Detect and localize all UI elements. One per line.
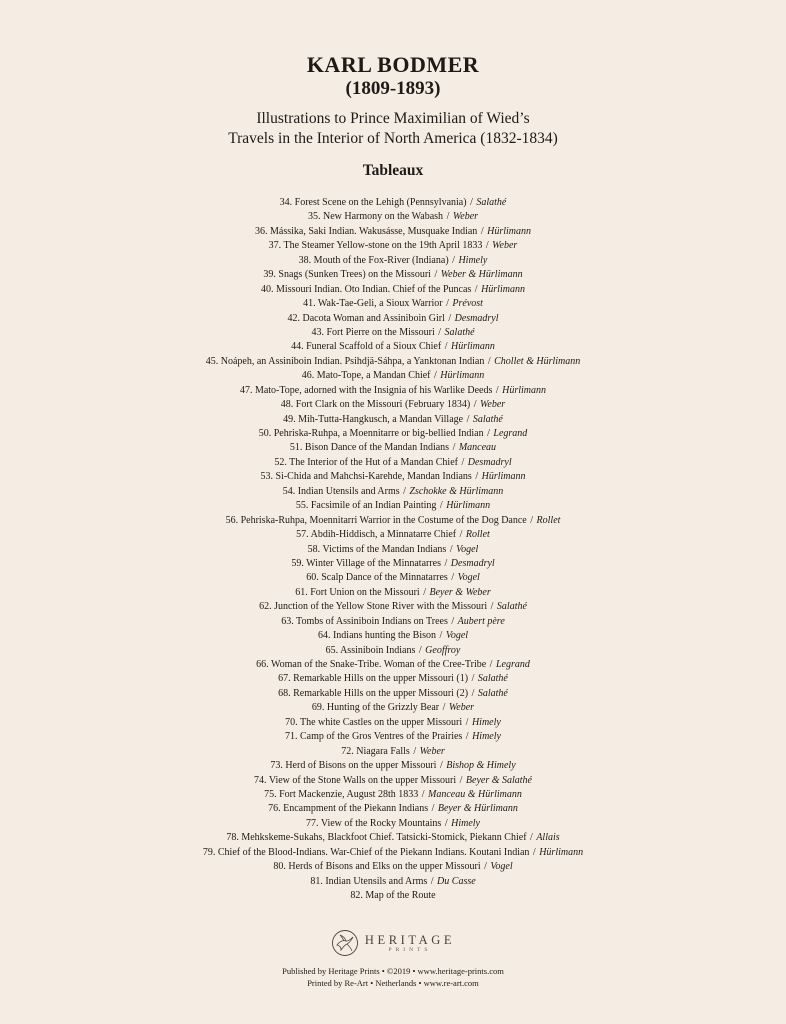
plate-separator: / (442, 557, 450, 569)
plate-separator: / (467, 197, 476, 208)
plate-title: 50. Pehriska-Ruhpa, a Moennitarre or big-bellied Indian (258, 428, 484, 439)
plate-engraver: Himely (471, 716, 501, 728)
plate-item (0, 528, 786, 542)
plate-title: 47. Mato-Tope, adorned with the Insignia of his Warlike Deeds (239, 384, 493, 396)
plate-title: 76. Encampment of the Piekann Indians (268, 803, 429, 815)
plate-title: 42. Dacota Woman and Assiniboin Girl (287, 312, 445, 324)
plate-title: 55. Facsimile of an Indian Painting (295, 500, 437, 512)
plate-separator: / (481, 861, 490, 873)
artist-dates: (1809-1893) (345, 78, 441, 99)
plate-engraver: Vogel (456, 543, 479, 555)
plate-engraver: Allais (536, 832, 560, 844)
plate-engraver: Vogel (457, 572, 480, 584)
plate-engraver: Desmadryl (450, 557, 495, 569)
plate-item (0, 687, 786, 701)
plate-title: 52. The Interior of the Hut of a Mandan Chief (274, 456, 458, 468)
imprint-printer: Printed by Re-Art • Netherlands • www.re-art.com (307, 977, 479, 988)
plate-engraver: Salathé (496, 601, 527, 613)
plate-engraver: Hürlimann (502, 384, 547, 396)
plate-title: 66. Woman of the Snake-Tribe. Woman of the Cree-Tribe (256, 659, 487, 670)
plate-item (0, 615, 786, 629)
plate-title: 74. View of the Stone Walls on the upper Missouri (254, 774, 457, 786)
plate-title: 79. Chief of the Blood-Indians. War-Chief of the Piekann Indians. Koutani Indian (202, 846, 530, 858)
plate-engraver: Manceau (458, 442, 497, 454)
plate-title: 35. New Harmony on the Wabash (307, 211, 444, 223)
plate-engraver: Chollet & Hürlimann (494, 355, 581, 367)
plate-item (0, 716, 786, 730)
plate-title: 45. Noápeh, an Assiniboin Indian. Psihdjä-Sáhpa, a Yanktonan Indian (205, 355, 485, 367)
artist-name: KARL BODMER (306, 52, 480, 77)
plate-item (0, 369, 786, 383)
plate-separator: / (428, 875, 437, 887)
section-heading: Tableaux (362, 162, 424, 179)
plate-engraver: Hürlimann (446, 500, 491, 512)
plate-item (0, 730, 786, 744)
plate-engraver: Himely (472, 731, 501, 743)
plate-separator: / (448, 615, 457, 627)
plate-title: 51. Bison Dance of the Mandan Indians (289, 442, 450, 454)
plate-engraver: Hürlimann (487, 225, 531, 237)
plate-item (0, 384, 786, 398)
plate-item (0, 268, 786, 282)
plate-title: 49. Mih-Tutta-Hangkusch, a Mandan Village (283, 413, 464, 425)
plate-engraver: Desmadryl (454, 312, 499, 324)
logo-subtitle: PRINTS (388, 947, 432, 953)
plate-title: 75. Fort Mackenzie, August 28th 1833 (264, 788, 419, 800)
plate-title: 58. Victims of the Mandan Indians (307, 543, 447, 555)
plate-separator: / (400, 485, 409, 497)
plate-separator: / (530, 846, 539, 858)
plate-title: 43. Fort Pierre on the Missouri (311, 326, 435, 338)
plate-separator: / (419, 788, 428, 800)
plate-item (0, 413, 786, 427)
plate-title: 53. Si-Chida and Mahchsi-Karehde, Mandan Indians (260, 471, 472, 483)
plate-separator: / (527, 514, 536, 526)
plate-item (0, 831, 786, 845)
plate-title: 82. Map of the Route (350, 890, 436, 901)
plate-separator: / (447, 543, 456, 555)
plate-item (0, 297, 786, 311)
plate-engraver: Weber (448, 702, 475, 714)
plate-title: 67. Remarkable Hills on the upper Missouri (1) (278, 673, 469, 685)
imprint (0, 966, 786, 989)
plate-engraver: Weber (419, 745, 445, 757)
plate-separator: / (440, 702, 448, 714)
plate-engraver: Hürlimann (450, 341, 495, 353)
plate-title: 80. Herds of Bisons and Elks on the upper Missouri (273, 861, 481, 873)
plate-engraver: Rollet (465, 529, 490, 541)
plate-engraver: Legrand (493, 428, 528, 439)
plate-title: 72. Niagara Falls (341, 745, 410, 757)
plate-separator: / (463, 716, 471, 728)
plate-separator: / (437, 760, 446, 772)
plate-separator: / (472, 471, 481, 483)
plate-item (0, 514, 786, 528)
plate-title: 48. Fort Clark on the Missouri (February 1834) (280, 399, 471, 411)
plate-separator: / (464, 413, 472, 425)
plate-item (0, 889, 786, 903)
plate-item (0, 875, 786, 889)
publisher-logo (0, 926, 786, 960)
plate-title: 81. Indian Utensils and Arms (310, 875, 428, 887)
plate-separator: / (445, 312, 454, 324)
plate-engraver: Beyer & Weber (429, 586, 491, 598)
plate-separator: / (527, 832, 536, 844)
plate-separator: / (463, 731, 472, 743)
plate-engraver: Du Casse (437, 875, 476, 887)
plate-title: 70. The white Castles on the upper Missouri (285, 716, 463, 728)
plate-item (0, 543, 786, 557)
plate-engraver: Salathé (472, 413, 503, 425)
plate-separator: / (469, 687, 477, 699)
plate-item (0, 340, 786, 354)
plate-item (0, 846, 786, 860)
plate-separator: / (420, 586, 429, 598)
plate-item (0, 210, 786, 224)
plate-engraver: Manceau & Hürlimann (428, 788, 522, 800)
plate-item (0, 802, 786, 816)
plate-item (0, 745, 786, 759)
plate-separator: / (437, 630, 445, 642)
plate-separator: / (429, 803, 437, 815)
plate-title: 60. Scalp Dance of the Minnatarres (306, 572, 448, 584)
plate-engraver: Himely (451, 817, 480, 829)
plate-item (0, 672, 786, 686)
plate-engraver: Zschokke & Hürlimann (409, 485, 504, 497)
plate-title: 44. Funeral Scaffold of a Sioux Chief (291, 341, 442, 353)
plate-item (0, 600, 786, 614)
plate-item (0, 759, 786, 773)
plate-engraver: Weber (480, 399, 506, 411)
plate-engraver: Bishop & Himely (446, 760, 516, 772)
plate-item (0, 456, 786, 470)
plate-engraver: Salathé (476, 197, 507, 208)
plate-item (0, 312, 786, 326)
plate-title: 64. Indians hunting the Bison (317, 630, 437, 642)
plate-separator: / (448, 572, 457, 584)
plate-item (0, 571, 786, 585)
plate-title: 38. Mouth of the Fox-River (Indiana) (298, 254, 449, 266)
subtitle (0, 109, 786, 149)
plate-engraver: Hürlimann (481, 471, 526, 483)
plate-engraver: Hürlimann (481, 283, 525, 295)
plate-item (0, 499, 786, 513)
plate-separator: / (484, 428, 493, 439)
plate-title: 54. Indian Utensils and Arms (282, 485, 400, 497)
plate-item (0, 658, 786, 672)
plate-separator: / (471, 399, 480, 411)
plate-engraver: Salathé (444, 326, 475, 338)
plate-item (0, 254, 786, 268)
plate-engraver: Beyer & Hürlimann (437, 803, 518, 815)
plate-title: 39. Snags (Sunken Trees) on the Missouri (263, 269, 431, 281)
plate-engraver: Salathé (477, 673, 508, 685)
plate-item (0, 629, 786, 643)
plate-separator: / (442, 817, 451, 829)
plate-item (0, 774, 786, 788)
plate-item (0, 860, 786, 874)
plate-separator: / (416, 644, 425, 656)
plate-title: 71. Camp of the Gros Ventres of the Prairies (285, 731, 463, 743)
plate-engraver: Vogel (445, 630, 469, 642)
plate-item (0, 355, 786, 369)
plate-separator: / (435, 326, 444, 338)
plate-engraver: Vogel (490, 861, 513, 873)
plate-title: 68. Remarkable Hills on the upper Missouri (2) (278, 687, 469, 699)
plate-separator: / (443, 298, 452, 310)
plate-item (0, 817, 786, 831)
plate-separator: / (483, 240, 492, 252)
plate-separator: / (450, 442, 458, 454)
plate-title: 62. Junction of the Yellow Stone River with the Missouri (259, 601, 488, 613)
plate-separator: / (449, 254, 458, 266)
plate-separator: / (478, 225, 487, 237)
plate-engraver: Geoffroy (425, 644, 461, 656)
plate-item (0, 283, 786, 297)
plate-title: 69. Hunting of the Grizzly Bear (311, 702, 440, 714)
plate-separator: / (457, 529, 465, 541)
plate-title: 77. View of the Rocky Mountains (306, 817, 442, 829)
plate-separator: / (469, 673, 477, 685)
plate-item (0, 427, 786, 441)
plate-separator: / (457, 774, 465, 786)
plate-title: 46. Mato-Tope, a Mandan Chief (301, 370, 431, 382)
plate-separator: / (458, 456, 467, 468)
plate-separator: / (431, 370, 440, 382)
plate-engraver: Salathé (477, 687, 508, 699)
plate-title: 78. Mehkskeme-Sukahs, Blackfoot Chief. Tatsicki-Stomick, Piekann Chief (226, 832, 527, 844)
plate-list (0, 196, 786, 903)
plate-item (0, 701, 786, 715)
plate-engraver: Hürlimann (440, 370, 485, 382)
logo-text (365, 933, 455, 953)
plate-item (0, 788, 786, 802)
plate-separator: / (442, 341, 450, 353)
plate-title: 37. The Steamer Yellow-stone on the 19th April 1833 (268, 240, 483, 252)
plate-title: 59. Winter Village of the Minnatarres (291, 557, 442, 569)
plate-item (0, 470, 786, 484)
plate-title: 57. Abdih-Hiddisch, a Minnatarre Chief (296, 529, 457, 541)
plate-item (0, 398, 786, 412)
plate-title: 73. Herd of Bisons on the upper Missouri (270, 760, 437, 772)
plate-title: 36. Mássika, Saki Indian. Wakusásse, Musquake Indian (255, 225, 478, 237)
plate-title: 40. Missouri Indian. Oto Indian. Chief of the Puncas (261, 283, 472, 295)
plate-separator: / (488, 601, 496, 613)
plate-item (0, 326, 786, 340)
plate-title: 63. Tombs of Assiniboin Indians on Trees (281, 615, 448, 627)
plate-item (0, 557, 786, 571)
plate-separator: / (444, 211, 452, 223)
plate-engraver: Himely (458, 254, 488, 266)
plate-separator: / (485, 355, 494, 367)
hummingbird-icon (331, 929, 359, 957)
plate-item (0, 485, 786, 499)
plate-title: 41. Wak-Tae-Geli, a Sioux Warrior (303, 298, 443, 310)
plate-item (0, 225, 786, 239)
plate-engraver: Hürlimann (539, 846, 584, 858)
logo-name: HERITAGE (364, 933, 456, 947)
plate-engraver: Beyer & Salathé (465, 774, 532, 786)
plate-separator: / (431, 269, 440, 281)
plate-engraver: Weber (452, 211, 479, 223)
plate-engraver: Weber & Hürlimann (440, 269, 523, 281)
imprint-publisher: Published by Heritage Prints • ©2019 • www.heritage-prints.com (282, 966, 504, 976)
plate-engraver: Legrand (495, 659, 530, 670)
plate-item (0, 441, 786, 455)
plate-title: 65. Assiniboin Indians (325, 644, 416, 656)
subtitle-line-1: Illustrations to Prince Maximilian of Wied’s (256, 110, 530, 127)
plate-separator: / (437, 500, 446, 512)
plate-item (0, 239, 786, 253)
subtitle-line-2: Travels in the Interior of North America (1832-1834) (228, 130, 558, 147)
plate-engraver: Aubert père (457, 615, 505, 627)
plate-engraver: Desmadryl (467, 456, 512, 468)
plate-engraver: Rollet (536, 514, 561, 526)
plate-item (0, 644, 786, 658)
plate-item (0, 196, 786, 210)
plate-item (0, 586, 786, 600)
plate-separator: / (487, 659, 495, 670)
plate-separator: / (410, 745, 419, 757)
plate-separator: / (472, 283, 481, 295)
plate-title: 34. Forest Scene on the Lehigh (Pennsylvania) (279, 197, 467, 208)
plate-separator: / (493, 384, 502, 396)
plate-title: 61. Fort Union on the Missouri (295, 586, 420, 598)
plate-title: 56. Pehriska-Ruhpa, Moennitarri Warrior in the Costume of the Dog Dance (225, 514, 527, 526)
plate-engraver: Weber (492, 240, 518, 252)
plate-engraver: Prévost (452, 298, 483, 310)
